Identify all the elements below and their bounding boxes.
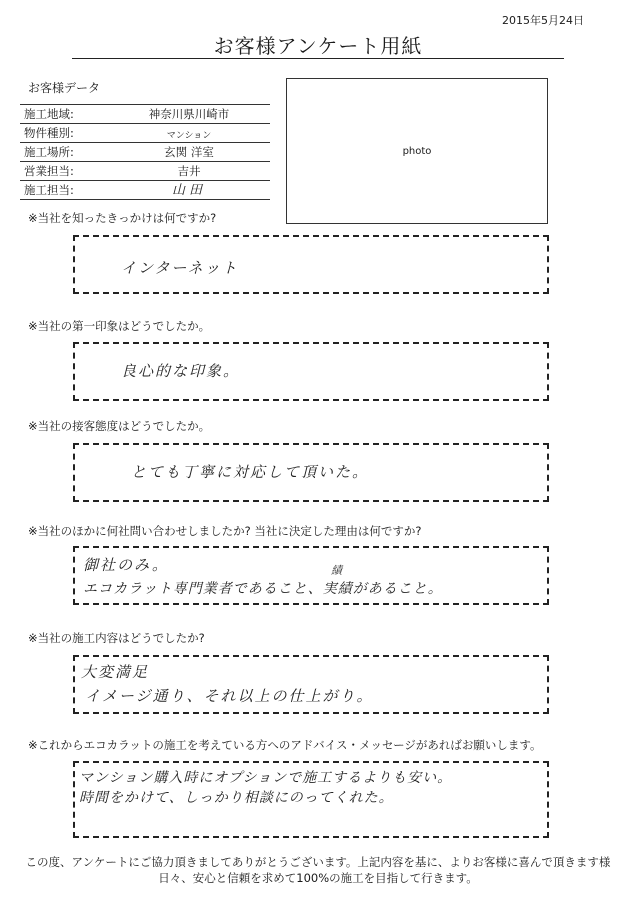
answer-text: イメージ通り、それ以上の仕上がり。 — [85, 687, 374, 705]
answer-text: インターネット — [121, 259, 239, 277]
question-6: ※これからエコカラットの施工を考えている方へのアドバイス・メッセージがあればお願いします。 — [28, 738, 542, 752]
info-value: 玄関 洋室 — [164, 145, 214, 159]
answer-text: 御社のみ。 — [83, 556, 169, 574]
question-4: ※当社のほかに何社問い合わせしましたか? 当社に決定した理由は何ですか? — [28, 524, 422, 538]
correction-note: 績 — [331, 564, 344, 577]
info-label: 施工地域: — [24, 107, 74, 121]
answer-text: 時間をかけて、しっかり相談にのってくれた。 — [79, 790, 394, 806]
info-label: 施工担当: — [24, 183, 74, 197]
photo-placeholder — [286, 78, 548, 224]
page-title: お客様アンケート用紙 — [213, 34, 423, 58]
answer-text: マンション購入時にオプションで施工するよりも安い。 — [79, 770, 453, 786]
info-value: 山田 — [171, 183, 206, 198]
answer-text: 大変満足 — [81, 663, 150, 681]
question-3: ※当社の接客態度はどうでしたか。 — [28, 419, 211, 433]
info-row-property-type — [20, 124, 270, 143]
answer-text: 良心的な印象。 — [121, 362, 241, 380]
info-row-location — [20, 143, 270, 162]
answer-box-1 — [73, 235, 549, 294]
info-label: 物件種別: — [24, 126, 74, 140]
info-row-installer — [20, 181, 270, 200]
answer-box-4 — [73, 546, 549, 605]
answer-text: とても丁寧に対応して頂いた。 — [131, 463, 370, 481]
question-5: ※当社の施工内容はどうでしたか? — [28, 631, 205, 645]
answer-box-2 — [73, 342, 549, 401]
title-underline — [72, 58, 564, 59]
customer-data-table — [20, 104, 270, 200]
answer-text: エコカラット専門業者であること、実績があること。 — [83, 581, 443, 597]
info-label: 営業担当: — [24, 164, 74, 178]
info-value: 神奈川県川崎市 — [148, 107, 230, 121]
footer-line-2: 日々、安心と信頼を求めて100%の施工を目指して行きます。 — [158, 871, 478, 885]
question-1: ※当社を知ったきっかけは何ですか? — [28, 211, 217, 225]
info-row-area — [20, 104, 270, 124]
info-label: 施工場所: — [24, 145, 74, 159]
footer-line-1: この度、アンケートにご協力頂きましてありがとうございます。上記内容を基に、よりお客様に喜んで頂きます様 — [25, 855, 611, 869]
answer-box-6 — [73, 761, 549, 838]
customer-data-heading: お客様データ — [28, 81, 101, 95]
photo-label: photo — [402, 145, 432, 157]
answer-box-3 — [73, 443, 549, 502]
question-2: ※当社の第一印象はどうでしたか。 — [28, 319, 211, 333]
survey-date: 2015年5月24日 — [502, 14, 584, 27]
info-value: 吉井 — [177, 164, 201, 178]
answer-box-5 — [73, 655, 549, 714]
info-value: マンション — [166, 131, 212, 141]
